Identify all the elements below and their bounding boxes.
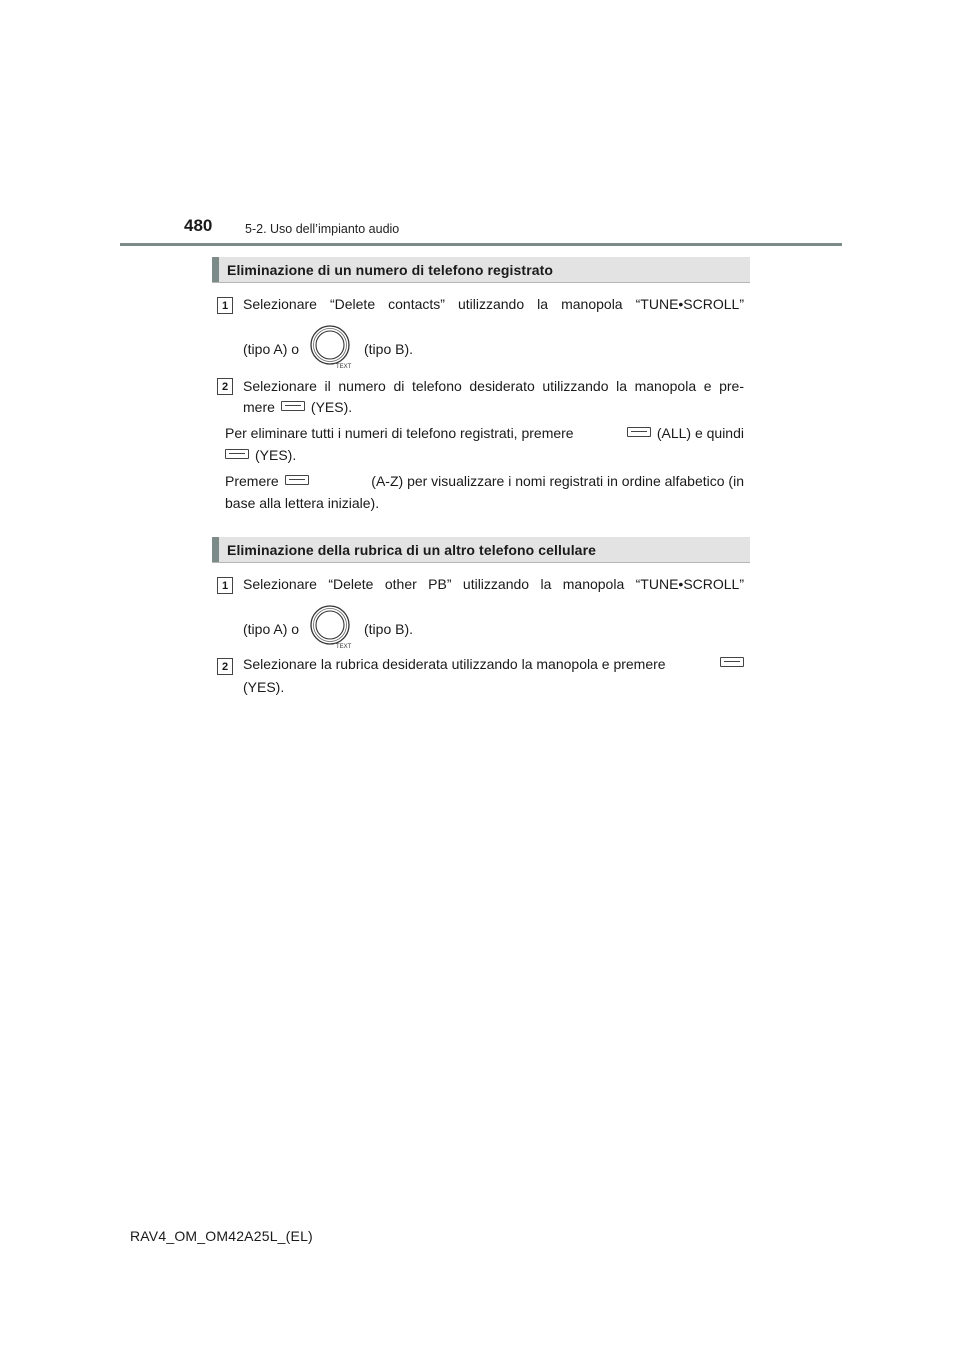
button-icon	[720, 657, 744, 667]
section-heading-bar	[212, 257, 219, 282]
step-text-mere: mere	[243, 399, 275, 415]
note-line	[225, 425, 744, 441]
step-text: Selezionare “Delete contacts” utilizzando la manopola “TUNE•SCROLL”	[243, 296, 744, 312]
step-text-type-b: (tipo B).	[364, 621, 414, 637]
step-number-badge: 2	[217, 378, 233, 395]
tune-knob-icon	[309, 605, 353, 649]
step-text: Selezionare la rubrica desiderata utilizzando la manopola e premere	[243, 656, 666, 672]
section-heading-bar	[212, 537, 219, 562]
step-text-yes: (YES).	[310, 399, 353, 415]
step-number-badge: 2	[217, 658, 233, 675]
step-text-type-a: (tipo A) o	[243, 621, 300, 637]
note-text-az: (A-Z) per visualizzare i nomi registrati in ordine alfabetico (in	[371, 473, 744, 489]
step-text-type-a: (tipo A) o	[243, 341, 300, 357]
button-icon	[627, 427, 651, 437]
page-number: 480	[184, 216, 213, 235]
note-text: Per eliminare tutti i numeri di telefono registrati, premere	[225, 425, 574, 441]
document-code: RAV4_OM_OM42A25L_(EL)	[130, 1228, 313, 1244]
step-text-type-b: (tipo B).	[364, 341, 414, 357]
button-icon	[285, 475, 309, 485]
section-path: 5-2. Uso dell’impianto audio	[245, 222, 400, 236]
step-number-badge: 1	[217, 297, 233, 314]
step-text-yes: (YES).	[243, 679, 285, 695]
knob-label: TEXT	[336, 644, 352, 649]
note-text-premere: Premere	[225, 473, 279, 489]
section-heading-title: Eliminazione di un numero di telefono registrato	[227, 261, 554, 278]
knob-label: TEXT	[336, 364, 352, 369]
button-icon	[281, 401, 305, 411]
section-heading-delete-phonebook	[212, 537, 750, 563]
section-heading-delete-number	[212, 257, 750, 283]
note-text-all: (ALL) e quindi	[656, 425, 744, 441]
button-icon	[225, 449, 249, 459]
note-text-yes: (YES).	[255, 447, 297, 463]
step-text-line	[243, 399, 352, 415]
section-heading-title: Eliminazione della rubrica di un altro telefono cellulare	[227, 541, 597, 558]
step-number-badge: 1	[217, 577, 233, 594]
note-text: base alla lettera iniziale).	[225, 495, 380, 511]
step-text: Selezionare il numero di telefono desiderato utilizzando la manopola e pre-	[243, 378, 744, 394]
step-text-line	[243, 656, 744, 672]
note-line	[225, 473, 744, 489]
step-text: Selezionare “Delete other PB” utilizzando la manopola “TUNE•SCROLL”	[243, 576, 744, 592]
header-divider	[120, 243, 842, 246]
note-line	[219, 447, 296, 463]
tune-knob-icon	[309, 325, 353, 369]
